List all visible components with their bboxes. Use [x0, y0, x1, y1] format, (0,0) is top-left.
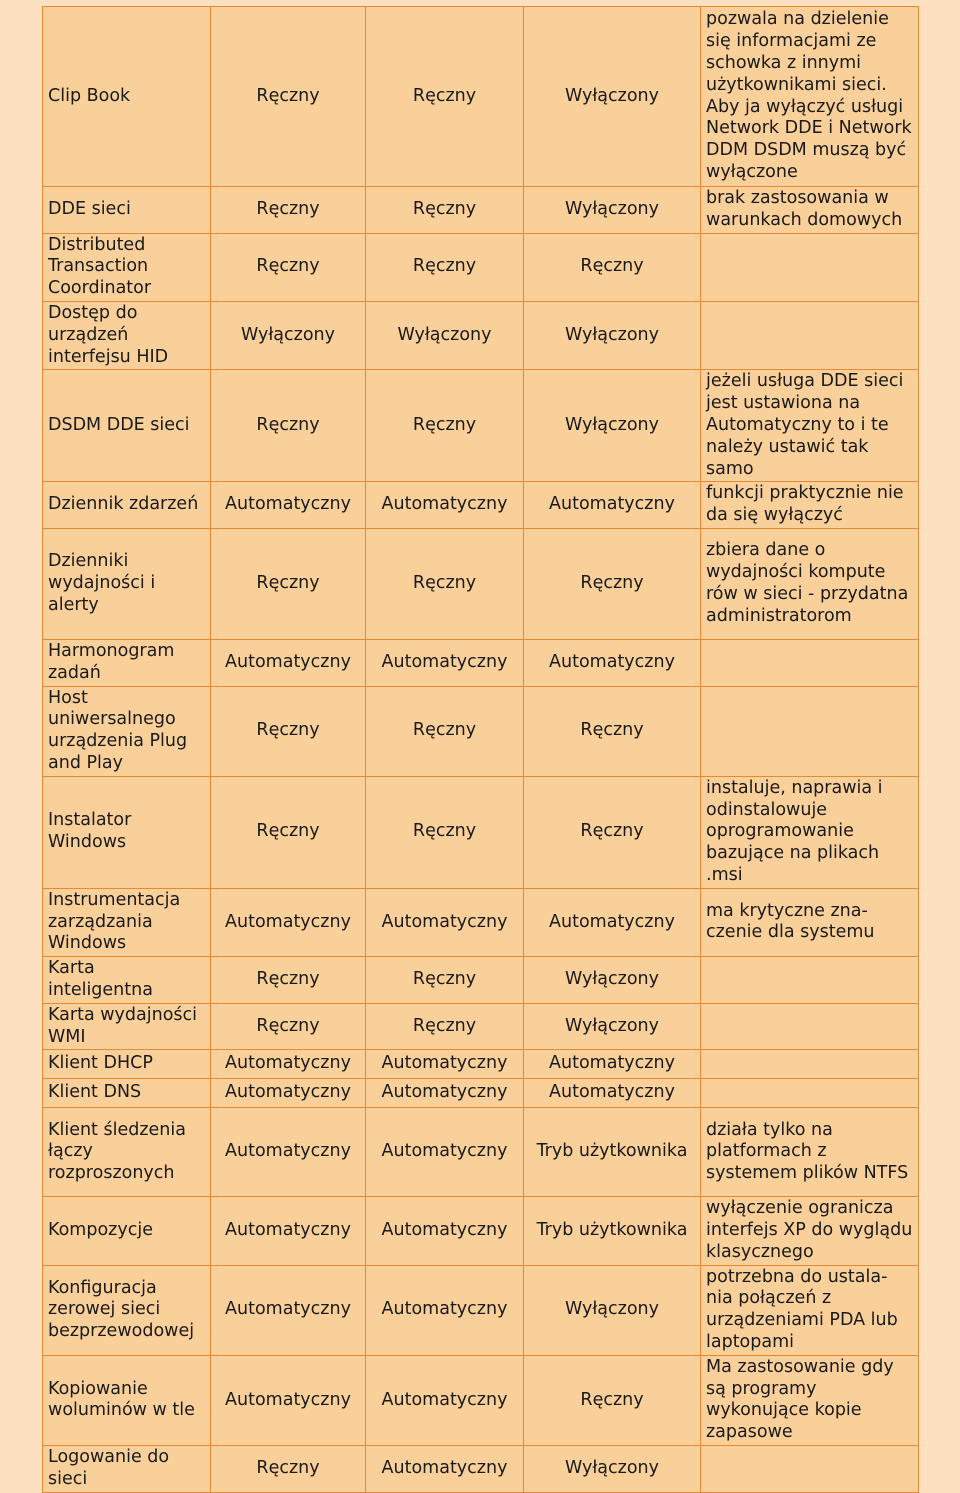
startup-value-2: Ręczny	[366, 528, 524, 639]
services-table	[42, 6, 919, 1493]
service-name: DDE sieci	[43, 187, 211, 234]
service-note: Ma zastosowanie gdy są programy wykonujące kopie zapasowe	[701, 1355, 919, 1445]
table-row	[43, 1197, 919, 1265]
startup-value-1: Ręczny	[211, 686, 366, 776]
startup-value-3: Automatyczny	[524, 639, 701, 686]
service-note: zbiera dane o wydajności kompute rów w sieci - przydatna administratorom	[701, 528, 919, 639]
startup-value-3: Wyłączony	[524, 1265, 701, 1355]
startup-value-3: Wyłączony	[524, 370, 701, 482]
startup-value-3: Automatyczny	[524, 888, 701, 956]
startup-value-2: Wyłączony	[366, 301, 524, 369]
service-name: Dzienniki wydajności i alerty	[43, 528, 211, 639]
table-row	[43, 1355, 919, 1445]
startup-value-2: Automatyczny	[366, 1265, 524, 1355]
service-note	[701, 957, 919, 1004]
table-row	[43, 370, 919, 482]
startup-value-3: Automatyczny	[524, 1079, 701, 1108]
table-row	[43, 1003, 919, 1050]
service-name: Host uniwersalnego urządzenia Plug and Play	[43, 686, 211, 776]
startup-value-2: Ręczny	[366, 776, 524, 888]
service-name: Logowanie do sieci	[43, 1446, 211, 1493]
service-name: Konfiguracja zerowej sieci bezprzewodowej	[43, 1265, 211, 1355]
table-row	[43, 639, 919, 686]
startup-value-1: Ręczny	[211, 1446, 366, 1493]
startup-value-2: Ręczny	[366, 1003, 524, 1050]
service-note	[701, 639, 919, 686]
service-note	[701, 686, 919, 776]
startup-value-2: Ręczny	[366, 370, 524, 482]
service-note	[701, 1079, 919, 1108]
startup-value-1: Ręczny	[211, 1003, 366, 1050]
startup-value-2: Automatyczny	[366, 1108, 524, 1197]
startup-value-3: Wyłączony	[524, 187, 701, 234]
startup-value-1: Automatyczny	[211, 1197, 366, 1265]
service-note: działa tylko na platformach z systemem plików NTFS	[701, 1108, 919, 1197]
startup-value-1: Wyłączony	[211, 301, 366, 369]
table-row	[43, 482, 919, 529]
service-note	[701, 1050, 919, 1079]
table-row	[43, 233, 919, 301]
startup-value-3: Ręczny	[524, 528, 701, 639]
startup-value-3: Ręczny	[524, 686, 701, 776]
startup-value-3: Wyłączony	[524, 1446, 701, 1493]
table-row	[43, 7, 919, 187]
startup-value-1: Ręczny	[211, 7, 366, 187]
table-row	[43, 1050, 919, 1079]
startup-value-2: Automatyczny	[366, 1197, 524, 1265]
startup-value-2: Ręczny	[366, 7, 524, 187]
startup-value-3: Wyłączony	[524, 1003, 701, 1050]
startup-value-2: Automatyczny	[366, 1079, 524, 1108]
startup-value-2: Automatyczny	[366, 1446, 524, 1493]
table-row	[43, 1079, 919, 1108]
startup-value-2: Ręczny	[366, 187, 524, 234]
service-note: funkcji praktycznie nie da się wyłączyć	[701, 482, 919, 529]
service-name: Kompozycje	[43, 1197, 211, 1265]
startup-value-3: Ręczny	[524, 1355, 701, 1445]
startup-value-1: Automatyczny	[211, 639, 366, 686]
service-note: jeżeli usługa DDE sieci jest ustawiona na Automatyczny to i te należy ustawić tak samo	[701, 370, 919, 482]
startup-value-2: Automatyczny	[366, 1050, 524, 1079]
startup-value-3: Ręczny	[524, 233, 701, 301]
startup-value-1: Ręczny	[211, 528, 366, 639]
service-name: Kopiowanie woluminów w tle	[43, 1355, 211, 1445]
startup-value-1: Automatyczny	[211, 1355, 366, 1445]
service-name: Instrumentacja zarządzania Windows	[43, 888, 211, 956]
startup-value-2: Automatyczny	[366, 639, 524, 686]
table-row	[43, 528, 919, 639]
startup-value-1: Automatyczny	[211, 1050, 366, 1079]
table-row	[43, 1108, 919, 1197]
service-note	[701, 301, 919, 369]
service-note: potrzebna do ustala- nia połączeń z urządzeniami PDA lub laptopami	[701, 1265, 919, 1355]
startup-value-3: Wyłączony	[524, 957, 701, 1004]
startup-value-2: Ręczny	[366, 686, 524, 776]
service-name: Instalator Windows	[43, 776, 211, 888]
table-row	[43, 776, 919, 888]
service-name: Clip Book	[43, 7, 211, 187]
service-name: Karta inteligentna	[43, 957, 211, 1004]
startup-value-1: Automatyczny	[211, 888, 366, 956]
service-note	[701, 233, 919, 301]
table-row	[43, 686, 919, 776]
service-name: Klient DNS	[43, 1079, 211, 1108]
startup-value-1: Ręczny	[211, 370, 366, 482]
startup-value-2: Ręczny	[366, 233, 524, 301]
service-note: instaluje, naprawia i odinstalowuje oprogramowanie bazujące na plikach .msi	[701, 776, 919, 888]
service-name: Harmonogram zadań	[43, 639, 211, 686]
table-row	[43, 1446, 919, 1493]
startup-value-1: Ręczny	[211, 187, 366, 234]
startup-value-3: Wyłączony	[524, 7, 701, 187]
table-row	[43, 888, 919, 956]
table-row	[43, 957, 919, 1004]
service-note	[701, 1003, 919, 1050]
startup-value-3: Automatyczny	[524, 1050, 701, 1079]
table-row	[43, 187, 919, 234]
table-row	[43, 301, 919, 369]
service-note: brak zastosowania w warunkach domowych	[701, 187, 919, 234]
startup-value-3: Automatyczny	[524, 482, 701, 529]
service-note	[701, 1446, 919, 1493]
service-note: pozwala na dzielenie się informacjami ze schowka z innymi użytkownikami sieci. Aby ja wyłączyć usługi Network DDE i Network DDM DSDM muszą być wyłączone	[701, 7, 919, 187]
service-note: wyłączenie ogranicza interfejs XP do wyglądu klasycznego	[701, 1197, 919, 1265]
startup-value-3: Wyłączony	[524, 301, 701, 369]
service-name: Karta wydajności WMI	[43, 1003, 211, 1050]
startup-value-1: Ręczny	[211, 233, 366, 301]
startup-value-1: Automatyczny	[211, 1079, 366, 1108]
startup-value-3: Tryb użytkownika	[524, 1197, 701, 1265]
service-name: Dostęp do urządzeń interfejsu HID	[43, 301, 211, 369]
startup-value-2: Automatyczny	[366, 888, 524, 956]
startup-value-3: Ręczny	[524, 776, 701, 888]
startup-value-1: Ręczny	[211, 776, 366, 888]
service-note: ma krytyczne zna- czenie dla systemu	[701, 888, 919, 956]
service-name: DSDM DDE sieci	[43, 370, 211, 482]
startup-value-1: Automatyczny	[211, 1108, 366, 1197]
startup-value-2: Automatyczny	[366, 482, 524, 529]
startup-value-3: Tryb użytkownika	[524, 1108, 701, 1197]
service-name: Dziennik zdarzeń	[43, 482, 211, 529]
service-name: Klient DHCP	[43, 1050, 211, 1079]
table-row	[43, 1265, 919, 1355]
service-name: Klient śledzenia łączy rozproszonych	[43, 1108, 211, 1197]
service-name: Distributed Transaction Coordinator	[43, 233, 211, 301]
startup-value-1: Ręczny	[211, 957, 366, 1004]
startup-value-1: Automatyczny	[211, 1265, 366, 1355]
startup-value-2: Automatyczny	[366, 1355, 524, 1445]
startup-value-1: Automatyczny	[211, 482, 366, 529]
startup-value-2: Ręczny	[366, 957, 524, 1004]
